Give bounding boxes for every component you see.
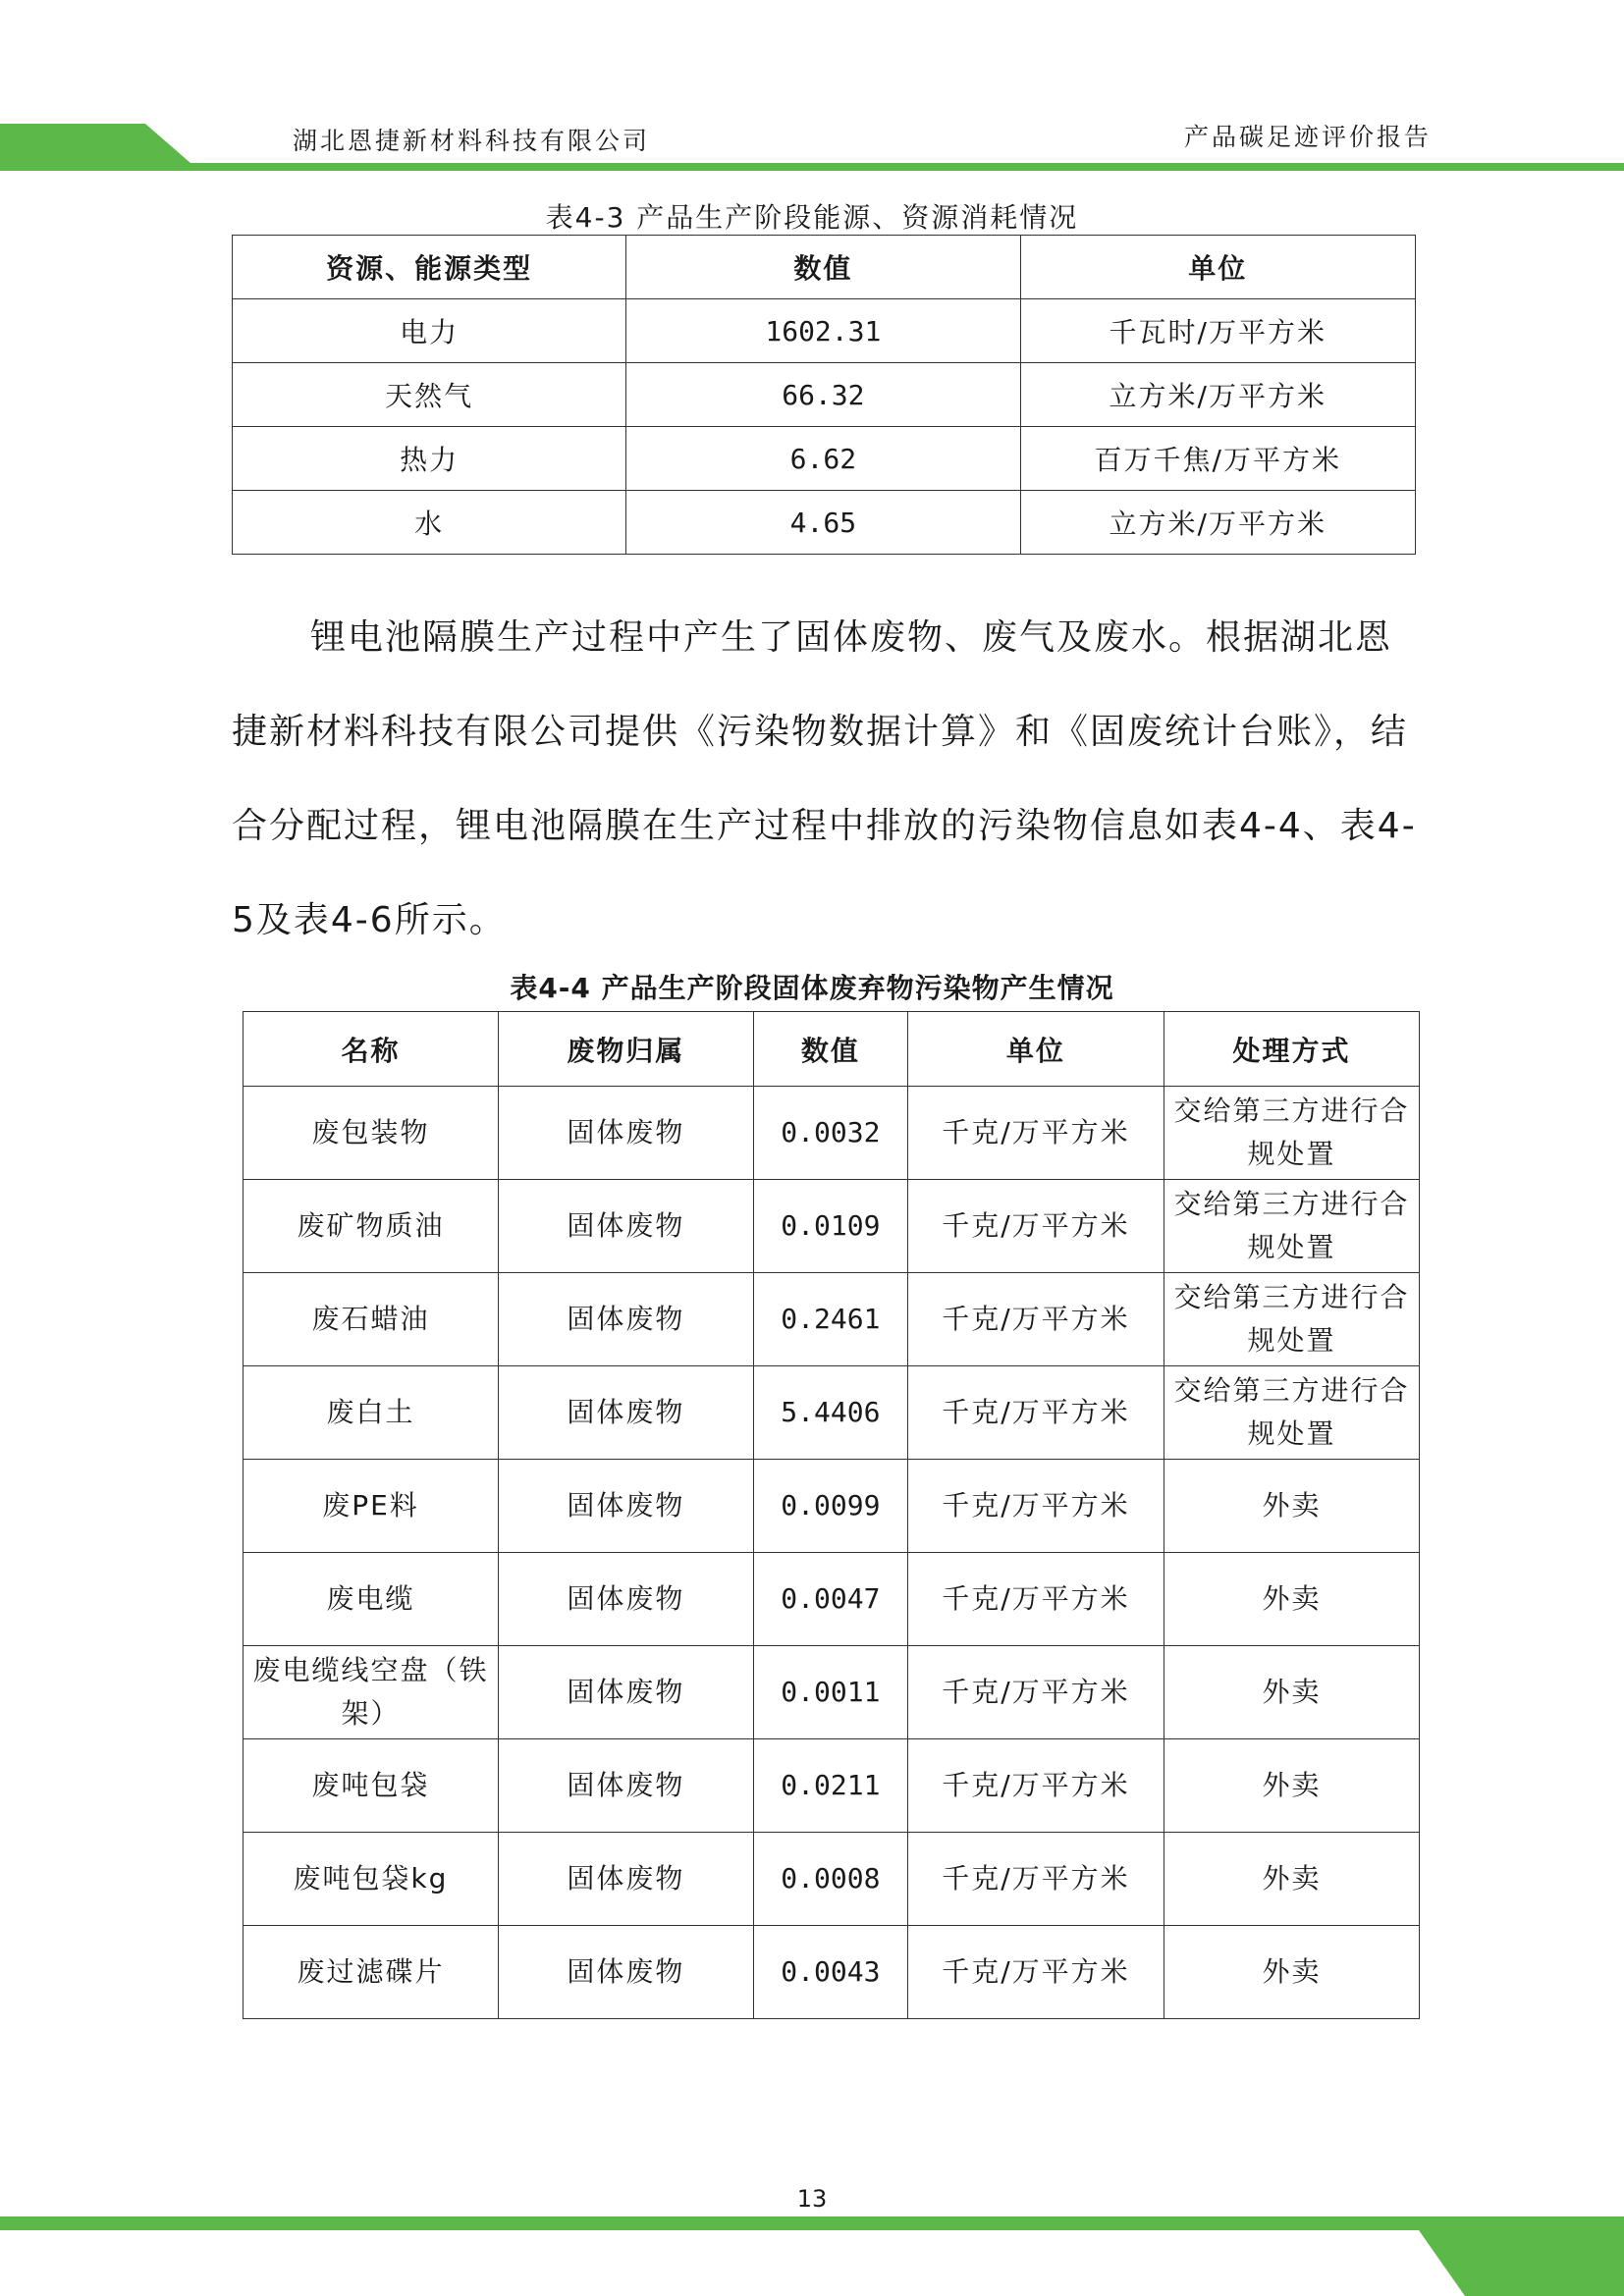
table-cell: 外卖 — [1164, 1553, 1420, 1646]
column-header: 数值 — [753, 1012, 907, 1087]
table-row — [244, 1926, 1420, 2019]
table-cell: 废石蜡油 — [244, 1273, 499, 1366]
table-cell: 废包装物 — [244, 1087, 499, 1180]
table-cell: 千克/万平方米 — [907, 1646, 1164, 1739]
table-cell: 外卖 — [1164, 1646, 1420, 1739]
table-cell: 废吨包袋 — [244, 1739, 499, 1833]
table-cell: 1602.31 — [626, 299, 1020, 363]
table-cell: 0.0011 — [753, 1646, 907, 1739]
column-header: 单位 — [907, 1012, 1164, 1087]
table-cell: 0.0109 — [753, 1180, 907, 1273]
table-cell: 固体废物 — [498, 1926, 753, 2019]
table-cell: 千克/万平方米 — [907, 1180, 1164, 1273]
table-cell: 废过滤碟片 — [244, 1926, 499, 2019]
table-cell: 0.0008 — [753, 1833, 907, 1926]
table-cell: 外卖 — [1164, 1460, 1420, 1553]
table-cell: 千克/万平方米 — [907, 1366, 1164, 1460]
table-cell: 废白土 — [244, 1366, 499, 1460]
table-row — [244, 1180, 1420, 1273]
table-cell: 废电缆线空盘（铁架） — [244, 1646, 499, 1739]
table-cell: 千克/万平方米 — [907, 1926, 1164, 2019]
table-cell: 0.0047 — [753, 1553, 907, 1646]
column-header: 废物归属 — [498, 1012, 753, 1087]
table-cell: 0.0211 — [753, 1739, 907, 1833]
table-cell: 交给第三方进行合规处置 — [1164, 1273, 1420, 1366]
body-paragraph: 锂电池隔膜生产过程中产生了固体废物、废气及废水。根据湖北恩捷新材料科技有限公司提供《污染物数据计算》和《固废统计台账》，结合分配过程，锂电池隔膜在生产过程中排放的污染物信息如表4-4、表4-5及表4-6所示。 — [232, 617, 1417, 940]
table-header-row — [244, 1012, 1420, 1087]
table-cell: 千克/万平方米 — [907, 1087, 1164, 1180]
header-report-title: 产品碳足迹评价报告 — [1183, 123, 1432, 151]
table-row — [233, 299, 1416, 363]
table-cell: 交给第三方进行合规处置 — [1164, 1366, 1420, 1460]
table-cell: 千克/万平方米 — [907, 1739, 1164, 1833]
footer-green-bar — [0, 2216, 1624, 2296]
table-row — [244, 1087, 1420, 1180]
table-cell: 百万千焦/万平方米 — [1020, 427, 1416, 491]
table-cell: 废吨包袋kg — [244, 1833, 499, 1926]
table-cell: 固体废物 — [498, 1180, 753, 1273]
table1-caption: 表4-3 产品生产阶段能源、资源消耗情况 — [545, 201, 1079, 234]
table2-caption: 表4-4 产品生产阶段固体废弃物污染物产生情况 — [510, 972, 1114, 1004]
table-cell: 固体废物 — [498, 1273, 753, 1366]
table-cell: 废电缆 — [244, 1553, 499, 1646]
column-header: 单位 — [1020, 236, 1416, 299]
table-cell: 6.62 — [626, 427, 1020, 491]
table-header-row — [233, 236, 1416, 299]
table-cell: 0.0032 — [753, 1087, 907, 1180]
table-cell: 66.32 — [626, 363, 1020, 427]
table-cell: 千克/万平方米 — [907, 1833, 1164, 1926]
table-row — [244, 1833, 1420, 1926]
table-cell: 固体废物 — [498, 1646, 753, 1739]
column-header: 数值 — [626, 236, 1020, 299]
table-cell: 5.4406 — [753, 1366, 907, 1460]
table-cell: 固体废物 — [498, 1833, 753, 1926]
table-row — [233, 491, 1416, 555]
table-row — [244, 1273, 1420, 1366]
table-cell: 交给第三方进行合规处置 — [1164, 1180, 1420, 1273]
table-cell: 外卖 — [1164, 1926, 1420, 2019]
column-header: 处理方式 — [1164, 1012, 1420, 1087]
table-cell: 0.0043 — [753, 1926, 907, 2019]
table-cell: 天然气 — [233, 363, 626, 427]
column-header: 资源、能源类型 — [233, 236, 626, 299]
table-cell: 水 — [233, 491, 626, 555]
table-cell: 固体废物 — [498, 1739, 753, 1833]
table-cell: 固体废物 — [498, 1553, 753, 1646]
table-cell: 废矿物质油 — [244, 1180, 499, 1273]
table-cell: 0.2461 — [753, 1273, 907, 1366]
table-cell: 废PE料 — [244, 1460, 499, 1553]
table-row — [244, 1460, 1420, 1553]
table-cell: 立方米/万平方米 — [1020, 491, 1416, 555]
table-cell: 热力 — [233, 427, 626, 491]
table-row — [244, 1366, 1420, 1460]
table-cell: 固体废物 — [498, 1087, 753, 1180]
table-row — [233, 427, 1416, 491]
table-cell: 外卖 — [1164, 1833, 1420, 1926]
table-cell: 电力 — [233, 299, 626, 363]
solid-waste-table — [243, 1011, 1420, 2019]
column-header: 名称 — [244, 1012, 499, 1087]
table-row — [244, 1739, 1420, 1833]
table-cell: 固体废物 — [498, 1366, 753, 1460]
table-row — [233, 363, 1416, 427]
table-cell: 千克/万平方米 — [907, 1273, 1164, 1366]
table-cell: 固体废物 — [498, 1460, 753, 1553]
page-number: 13 — [796, 2185, 828, 2213]
table-cell: 立方米/万平方米 — [1020, 363, 1416, 427]
header-green-bar — [0, 124, 1624, 171]
table-cell: 千克/万平方米 — [907, 1553, 1164, 1646]
table-cell: 4.65 — [626, 491, 1020, 555]
table-row — [244, 1553, 1420, 1646]
energy-consumption-table — [232, 235, 1416, 555]
table-row — [244, 1646, 1420, 1739]
table-cell: 千克/万平方米 — [907, 1460, 1164, 1553]
table-cell: 交给第三方进行合规处置 — [1164, 1087, 1420, 1180]
table-cell: 外卖 — [1164, 1739, 1420, 1833]
header-company-name: 湖北恩捷新材料科技有限公司 — [293, 127, 651, 155]
table-cell: 0.0099 — [753, 1460, 907, 1553]
table-cell: 千瓦时/万平方米 — [1020, 299, 1416, 363]
